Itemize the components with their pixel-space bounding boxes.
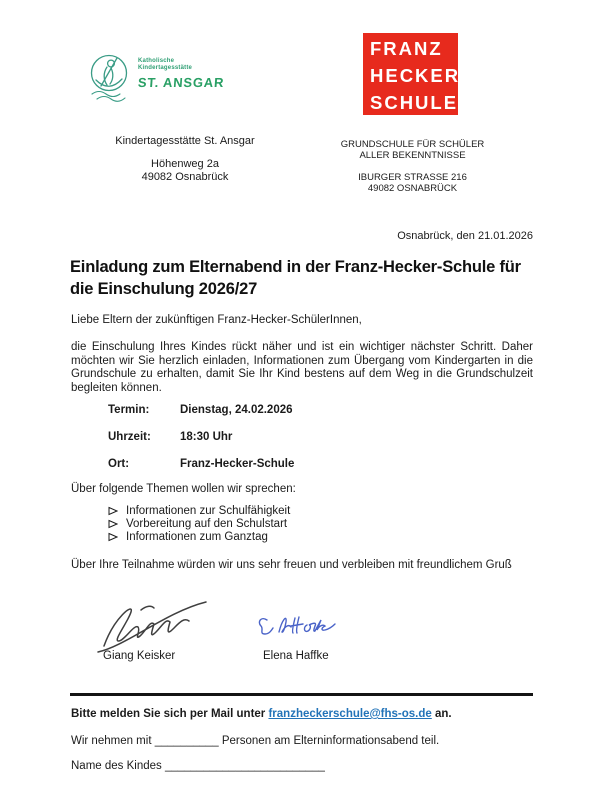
school-address-block [340, 139, 485, 194]
mail-instruction-line [71, 708, 541, 720]
signer-name-giang-keisker: Giang Keisker [103, 650, 176, 662]
letter-title: Einladung zum Elternabend in der Franz-Hecker-Schule für die Einschulung 2026/27 [70, 258, 521, 298]
salutation: Liebe Eltern der zukünftigen Franz-Hecker-SchülerInnen, [71, 314, 362, 326]
kita-address-name: Kindertagesstätte St. Ansgar [115, 135, 255, 147]
uhrzeit-value: 18:30 Uhr [180, 431, 233, 443]
arrow-bullet-icon [108, 519, 118, 529]
school-logo-box [363, 33, 461, 115]
intro-paragraph: die Einschulung Ihres Kindes rückt näher und ist ein wichtiger nächster Schritt. Daher möchten wir Sie herzlich einladen, Informationen zum Übergang vom Kindergarten in die Grundschule zu erhalten, damit Sie Ihr Kind bestens auf dem Weg in die Grundschulzeit begleiten können. [71, 341, 533, 394]
topic-text: Informationen zur Schulfähigkeit [126, 505, 291, 517]
closing-line: Über Ihre Teilnahme würden wir uns sehr freuen und verbleiben mit freundlichem Gruß [71, 559, 512, 571]
uhrzeit-label: Uhrzeit: [108, 431, 151, 443]
school-box-line3: SCHULE [370, 92, 459, 113]
divider-rule [70, 693, 533, 696]
termin-label: Termin: [108, 404, 150, 416]
detail-row-uhrzeit [71, 431, 501, 443]
signer-name-elena-haffke: Elena Haffke [263, 650, 329, 662]
kita-logo-text [138, 53, 224, 113]
school-box-line1: FRANZ [370, 38, 443, 59]
signature-elena-haffke [255, 610, 339, 644]
kita-org-line2: Kindertagesstätte [138, 65, 193, 71]
mail-instruction-suffix: an. [431, 708, 452, 720]
kita-address-block [105, 135, 265, 184]
topic-text: Vorbereitung auf den Schulstart [126, 518, 288, 530]
kita-address-city: 49082 Osnabrück [141, 171, 229, 183]
mail-instruction-prefix: Bitte melden Sie sich per Mail unter [71, 708, 269, 720]
mail-link[interactable]: franzheckerschule@fhs-os.de [268, 708, 432, 720]
topic-item [108, 518, 508, 530]
kita-logo [88, 53, 268, 113]
attendance-fill-line: Wir nehmen mit __________ Personen am Elterninformationsabend teil. [71, 735, 440, 747]
detail-row-ort [71, 458, 501, 470]
school-address-line4: 49082 OSNABRÜCK [367, 183, 458, 194]
detail-row-termin [71, 404, 501, 416]
school-address-line2: ALLER BEKENNTNISSE [359, 150, 466, 161]
dateline: Osnabrück, den 21.01.2026 [397, 230, 533, 242]
ort-value: Franz-Hecker-Schule [180, 458, 295, 470]
topics-heading: Über folgende Themen wollen wir sprechen: [71, 483, 296, 495]
school-box-line2: HECKER [370, 65, 461, 86]
ort-label: Ort: [108, 458, 130, 470]
topic-item [108, 505, 508, 517]
school-address-line3: IBURGER STRASSE 216 [358, 172, 467, 183]
arrow-bullet-icon [108, 532, 118, 542]
kita-anchor-emblem-icon [88, 53, 132, 105]
termin-value: Dienstag, 24.02.2026 [180, 404, 293, 416]
arrow-bullet-icon [108, 506, 118, 516]
signature-giang-keisker [94, 596, 216, 654]
kita-org-name: ST. ANSGAR [137, 75, 225, 90]
kita-org-line1: Katholische [138, 58, 175, 64]
school-address-line1: GRUNDSCHULE FÜR SCHÜLER [340, 139, 485, 150]
topic-item [108, 531, 508, 543]
topic-text: Informationen zum Ganztag [126, 531, 268, 543]
child-name-fill-line: Name des Kindes _________________________ [71, 760, 325, 772]
kita-address-street: Höhenweg 2a [151, 158, 219, 170]
